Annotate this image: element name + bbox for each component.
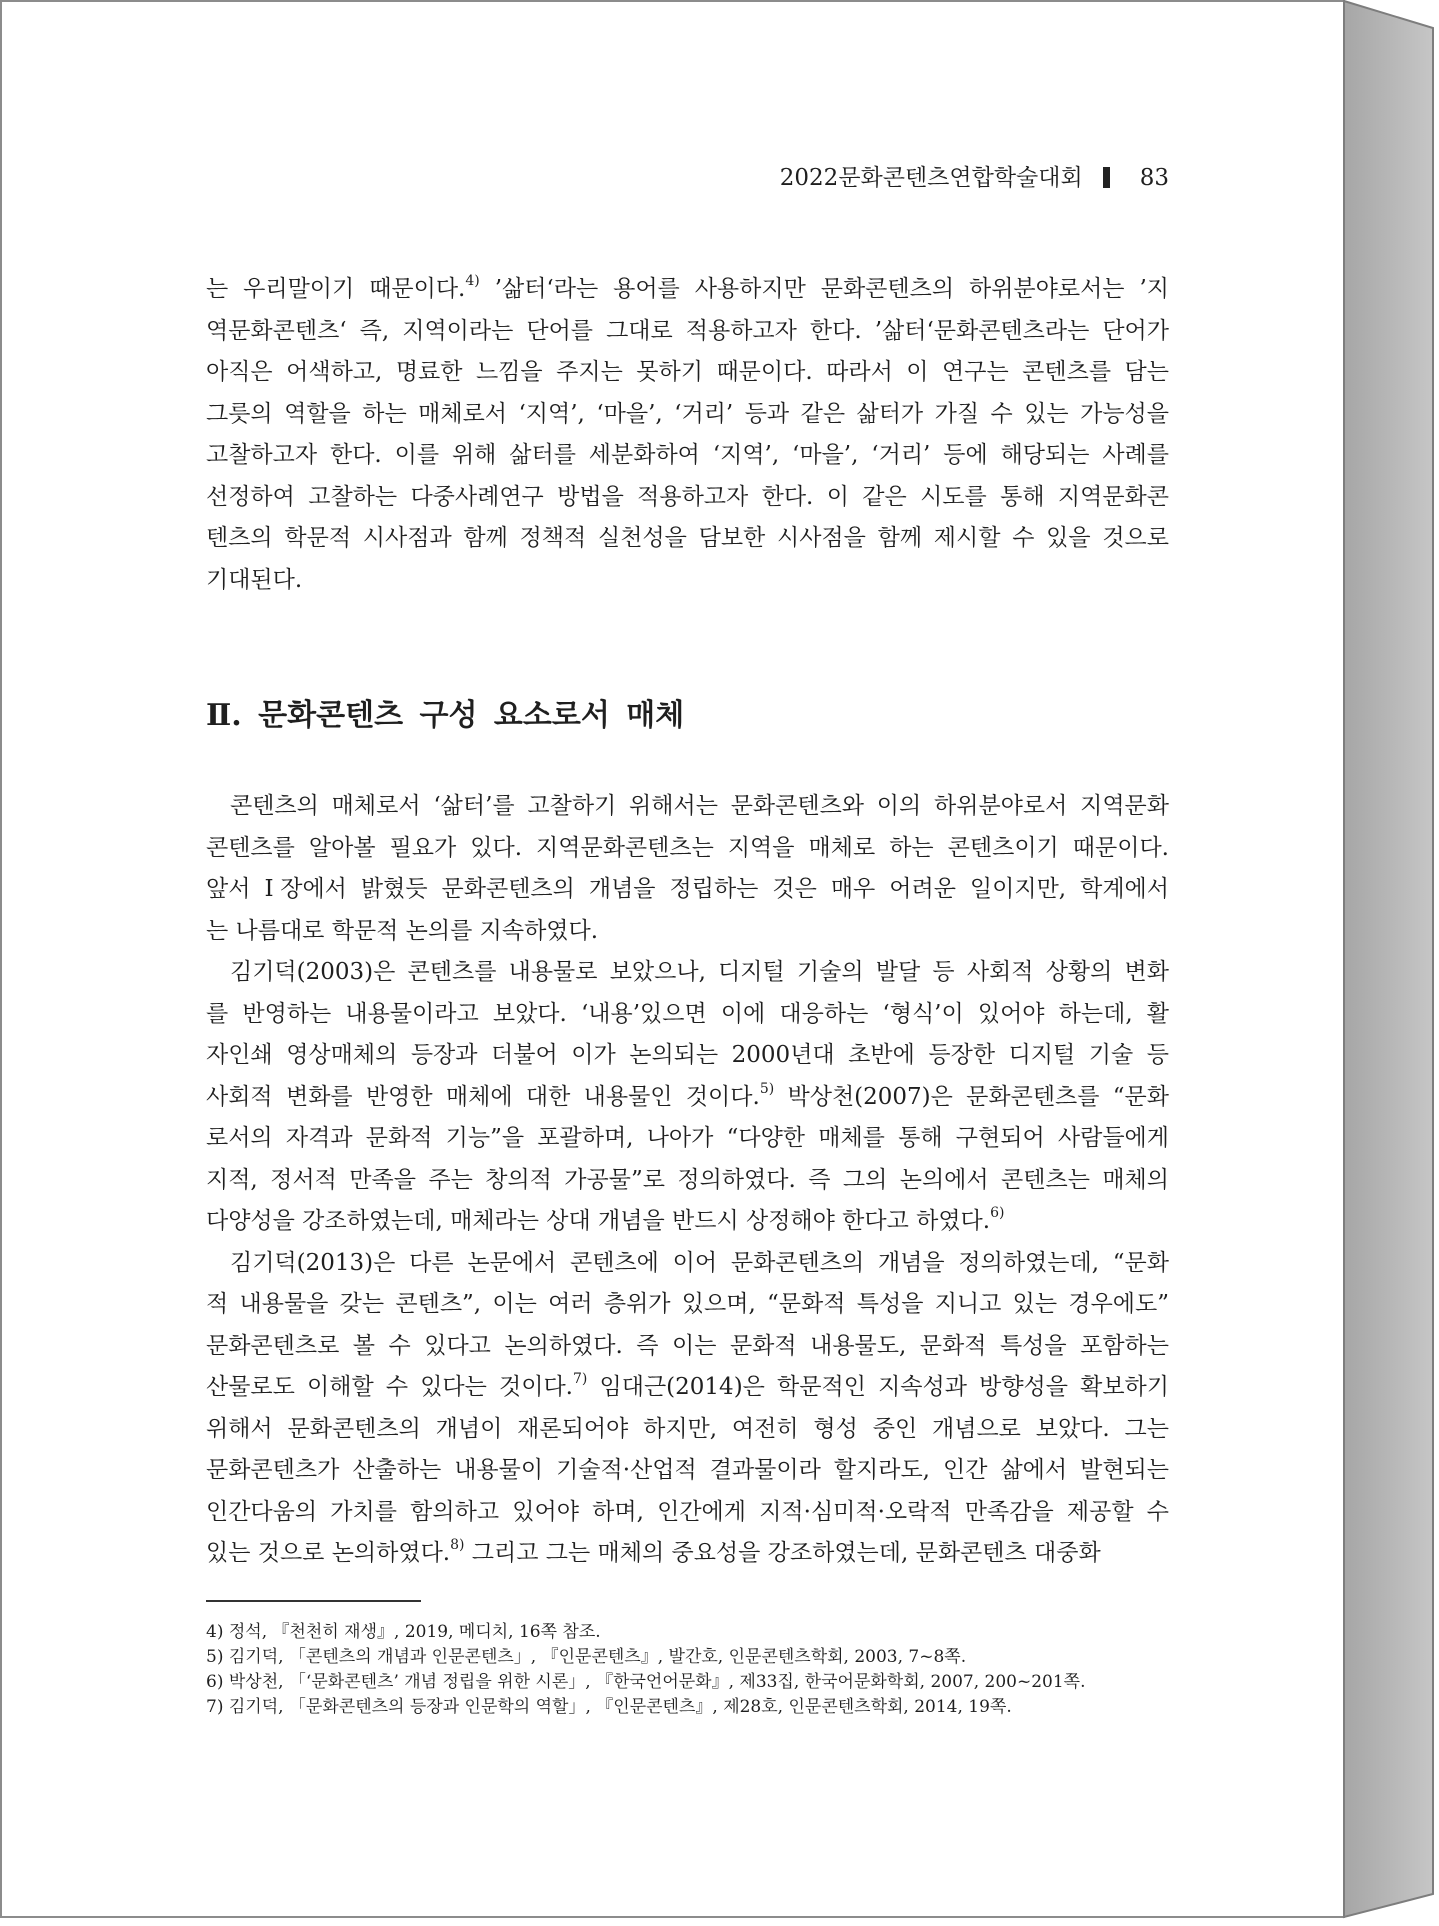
text-line xyxy=(206,518,1169,560)
text-run: 자인쇄 영상매체의 등장과 더불어 이가 논의되는 2000년대 초반에 등장한 디지털 기술 등 xyxy=(206,1042,1169,1068)
footnote-ref: 5) xyxy=(759,1080,775,1097)
text-line xyxy=(206,1160,1169,1202)
footnote: 4) 정석, 『천천히 재생』, 2019, 메디치, 16쪽 참조. xyxy=(206,1622,601,1642)
text-run: 산물로도 이해할 수 있다는 것이다. xyxy=(206,1374,573,1400)
text-run: 기대된다. xyxy=(206,566,303,593)
text-run: 고찰하고자 한다. 이를 위해 삶터를 세분화하여 ‘지역’, ‘마을’, ‘거리’ 등에 해당되는 사례를 xyxy=(206,442,1169,468)
footnote-ref: 8) xyxy=(450,1537,465,1554)
text-line xyxy=(206,994,1169,1036)
paragraph xyxy=(206,786,1169,952)
text-run: 역문화콘텐츠‘ 즉, 지역이라는 단어를 그대로 적용하고자 한다. ’삶터‘문화콘텐츠라는 단어가 xyxy=(206,317,1169,344)
text-line xyxy=(206,1243,1169,1285)
text-run: 로서의 자격과 문화적 기능”을 포괄하며, 나아가 “다양한 매체를 통해 구현되어 사람들에게 xyxy=(206,1125,1169,1151)
text-line xyxy=(206,828,1169,870)
text-run: 문화콘텐츠가 산출하는 내용물이 기술적·산업적 결과물이라 할지라도, 인간 삶에서 발현되는 xyxy=(206,1457,1169,1483)
running-header xyxy=(780,163,1169,193)
text-line xyxy=(206,311,1169,353)
body-text-section-2 xyxy=(206,786,1169,1575)
text-run: 김기덕(2013)은 다른 논문에서 콘텐츠에 이어 문화콘텐츠의 개념을 정의하였는데, “문화 xyxy=(230,1249,1169,1276)
text-line xyxy=(206,911,1169,953)
text-run: 앞서 Ⅰ장에서 밝혔듯 문화콘텐츠의 개념을 정립하는 것은 매우 어려운 일이지만, 학계에서 xyxy=(206,876,1169,902)
text-run: 지적, 정서적 만족을 주는 창의적 가공물”로 정의하였다. 즉 그의 논의에서 콘텐츠는 매체의 xyxy=(206,1166,1169,1193)
text-line xyxy=(206,1035,1169,1077)
paragraph xyxy=(206,952,1169,1243)
paragraph xyxy=(206,1243,1169,1575)
page-number: 83 xyxy=(1139,165,1169,191)
text-run: 위해서 문화콘텐츠의 개념이 재론되어야 하지만, 여전히 형성 중인 개념으로 보았다. 그는 xyxy=(206,1415,1169,1442)
text-run: 콘텐츠의 매체로서 ‘삶터’를 고찰하기 위해서는 문화콘텐츠와 이의 하위분야로서 지역문화 xyxy=(230,793,1169,819)
conference-title: 2022문화콘텐츠연합학술대회 xyxy=(779,165,1083,191)
paragraph xyxy=(206,269,1169,601)
text-run: 는 나름대로 학문적 논의를 지속하였다. xyxy=(206,917,599,944)
footnote: 7) 김기덕, 「문화콘텐츠의 등장과 인문학의 역할」, 『인문콘텐츠』, 제28호, 인문콘텐츠학회, 2014, 19쪽. xyxy=(206,1697,1012,1717)
text-run: ’삶터‘라는 용어를 사용하지만 문화콘텐츠의 하위분야로서는 ’지 xyxy=(479,276,1169,302)
text-run: 다양성을 강조하였는데, 매체라는 상대 개념을 반드시 상정해야 한다고 하였다. xyxy=(206,1208,991,1234)
text-run: 아직은 어색하고, 명료한 느낌을 주지는 못하기 때문이다. 따라서 이 연구는 콘텐츠를 담는 xyxy=(206,359,1169,385)
text-run: 그리고 그는 매체의 중요성을 강조하였는데, 문화콘텐츠 대중화 xyxy=(464,1540,1101,1566)
text-line xyxy=(206,1533,1169,1575)
text-run: 인간다움의 가치를 함의하고 있어야 하며, 인간에게 지적·심미적·오락적 만족감을 제공할 수 xyxy=(206,1498,1169,1525)
text-line xyxy=(206,560,1169,602)
text-line xyxy=(206,394,1169,436)
text-run: 그릇의 역할을 하는 매체로서 ‘지역’, ‘마을’, ‘거리’ 등과 같은 삶터가 가질 수 있는 가능성을 xyxy=(206,400,1169,427)
text-line xyxy=(206,952,1169,994)
text-run: 선정하여 고찰하는 다중사례연구 방법을 적용하고자 한다. 이 같은 시도를 통해 지역문화콘 xyxy=(206,483,1169,510)
book-edge xyxy=(1344,1,1433,1917)
text-line xyxy=(206,1409,1169,1451)
footnote-ref: 7) xyxy=(573,1371,588,1388)
text-line xyxy=(206,1450,1169,1492)
text-line xyxy=(206,1077,1169,1119)
text-line xyxy=(206,269,1169,311)
text-run: 콘텐츠를 알아볼 필요가 있다. 지역문화콘텐츠는 지역을 매체로 하는 콘텐츠이기 때문이다. xyxy=(206,834,1169,861)
text-run: 는 우리말이기 때문이다. xyxy=(206,276,466,302)
text-line xyxy=(206,1367,1169,1409)
header-separator xyxy=(1103,167,1110,188)
body-text-intro xyxy=(206,269,1169,601)
text-run: 사회적 변화를 반영한 매체에 대한 내용물인 것이다. xyxy=(206,1083,760,1110)
text-run: 적 내용물을 갖는 콘텐츠”, 이는 여러 층위가 있으며, “문화적 특성을 지니고 있는 경우에도” xyxy=(206,1291,1169,1317)
footnote-ref: 4) xyxy=(465,273,480,290)
text-line xyxy=(206,352,1169,394)
text-run: 텐츠의 학문적 시사점과 함께 정책적 실천성을 담보한 시사점을 함께 제시할 수 있을 것으로 xyxy=(206,525,1169,551)
footnote-divider xyxy=(206,1600,421,1602)
text-line xyxy=(206,435,1169,477)
text-line xyxy=(206,1326,1169,1368)
footnote: 5) 김기덕, 「콘텐츠의 개념과 인문콘텐츠」, 『인문콘텐츠』, 발간호, 인문콘텐츠학회, 2003, 7~8쪽. xyxy=(206,1647,967,1667)
footnotes xyxy=(206,1620,1169,1720)
text-line xyxy=(206,786,1169,828)
text-line xyxy=(206,1284,1169,1326)
text-run: 를 반영하는 내용물이라고 보았다. ‘내용’있으면 이에 대응하는 ‘형식’이 있어야 하는데, 활 xyxy=(206,1000,1169,1027)
text-line xyxy=(206,1118,1169,1160)
text-line xyxy=(206,869,1169,911)
text-line xyxy=(206,1492,1169,1534)
text-run: 임대근(2014)은 학문적인 지속성과 방향성을 확보하기 xyxy=(587,1374,1169,1400)
text-run: 김기덕(2003)은 콘텐츠를 내용물로 보았으나, 디지털 기술의 발달 등 사회적 상황의 변화 xyxy=(230,959,1169,985)
section-heading: Ⅱ. 문화콘텐츠 구성 요소로서 매체 xyxy=(206,698,685,733)
text-run: 문화콘텐츠로 볼 수 있다고 논의하였다. 즉 이는 문화적 내용물도, 문화적 특성을 포함하는 xyxy=(206,1332,1169,1359)
footnote-ref: 6) xyxy=(990,1205,1005,1222)
footnote: 6) 박상천, 「‘문화콘텐츠’ 개념 정립을 위한 시론」, 『한국언어문화』, 제33집, 한국어문화학회, 2007, 200~201쪽. xyxy=(206,1672,1086,1692)
text-line xyxy=(206,1201,1169,1243)
text-run: 있는 것으로 논의하였다. xyxy=(206,1540,451,1566)
text-line xyxy=(206,477,1169,519)
text-run: 박상천(2007)은 문화콘텐츠를 “문화 xyxy=(774,1083,1169,1110)
